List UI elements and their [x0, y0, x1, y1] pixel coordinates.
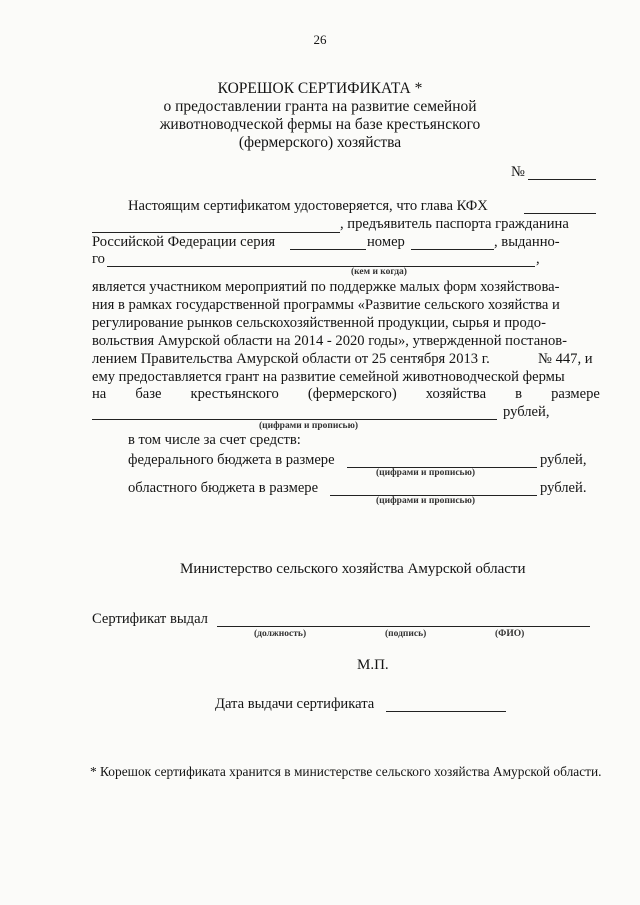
paragraph-line-2: ния в рамках государственной программы «Развитие сельского хозяйства и	[92, 297, 560, 313]
issued-by-field[interactable]	[107, 266, 535, 267]
title-line-3: животноводческой фермы на базе крестьянского	[159, 116, 481, 133]
grant-amount-hint: (цифрами и прописью)	[259, 421, 359, 431]
page-number: 26	[313, 32, 327, 47]
grant-amount-rubles: рублей,	[503, 404, 550, 420]
issued-by-hint: (кем и когда)	[351, 267, 407, 277]
issue-date-label: Дата выдачи сертификата	[215, 696, 375, 712]
paragraph-line-6: ему предоставляется грант на развитие семейной животноводческой фермы	[92, 369, 565, 385]
word: (фермерского)	[307, 386, 397, 402]
word: базе	[135, 386, 162, 402]
number-label: №	[511, 164, 525, 180]
kfh-head-name-field-b[interactable]	[92, 232, 340, 233]
issue-date-field[interactable]	[386, 711, 506, 712]
passport-number-label: номер	[367, 234, 405, 250]
kfh-head-name-field-a[interactable]	[524, 213, 596, 214]
issuer-signature-field[interactable]	[217, 626, 590, 627]
regional-budget-rubles: рублей.	[540, 480, 587, 496]
full-name-hint: (ФИО)	[495, 629, 525, 639]
regional-budget-hint: (цифрами и прописью)	[376, 496, 476, 506]
federal-budget-rubles: рублей,	[540, 452, 587, 468]
title-line-4: (фермерского) хозяйства	[238, 134, 402, 151]
regional-budget-label: областного бюджета в размере	[128, 480, 319, 496]
issued-by-cert-label: Сертификат выдал	[92, 611, 208, 627]
paragraph-line-5-number: № 447, и	[538, 351, 593, 367]
federal-budget-label: федерального бюджета в размере	[128, 452, 335, 468]
passport-text: , предъявитель паспорта гражданина	[340, 216, 569, 232]
cert-intro-text: Настоящим сертификатом удостоверяется, что глава КФХ	[128, 198, 488, 214]
paragraph-line-4: вольствия Амурской области на 2014 - 2020 годы», утвержденной постанов-	[92, 333, 568, 349]
paragraph-line-3: регулирование рынков сельскохозяйственной продукции, сырья и продо-	[92, 315, 546, 331]
issued-by-label: , выданно-	[494, 234, 560, 250]
title-line-1: КОРЕШОК СЕРТИФИКАТА *	[217, 80, 423, 97]
number-field[interactable]	[528, 179, 596, 180]
word: на	[92, 386, 107, 402]
issued-by-suffix: го	[92, 251, 105, 267]
issued-by-comma: ,	[536, 251, 540, 267]
passport-series-label: Российской Федерации серия	[92, 234, 276, 250]
passport-series-field[interactable]	[290, 249, 366, 250]
stamp-place: М.П.	[357, 657, 389, 673]
word: размере	[551, 386, 600, 402]
word: крестьянского	[190, 386, 279, 402]
title-line-2: о предоставлении гранта на развитие семейной	[163, 98, 477, 115]
paragraph-line-1: является участником мероприятий по поддержке малых форм хозяйствова-	[92, 279, 560, 295]
footnote: * Корешок сертификата хранится в министерстве сельского хозяйства Амурской области.	[90, 764, 602, 779]
paragraph-line-5: лением Правительства Амурской области от 25 сентября 2013 г.	[92, 351, 490, 367]
grant-amount-field[interactable]	[92, 419, 497, 420]
ministry-name: Министерство сельского хозяйства Амурской области	[180, 561, 526, 577]
including-text: в том числе за счет средств:	[128, 432, 301, 448]
word: в	[515, 386, 523, 402]
federal-budget-hint: (цифрами и прописью)	[376, 468, 476, 478]
paragraph-line-7	[92, 386, 600, 404]
word: хозяйства	[425, 386, 487, 402]
passport-number-field[interactable]	[411, 249, 494, 250]
position-hint: (должность)	[254, 629, 307, 639]
signature-hint: (подпись)	[385, 629, 427, 639]
